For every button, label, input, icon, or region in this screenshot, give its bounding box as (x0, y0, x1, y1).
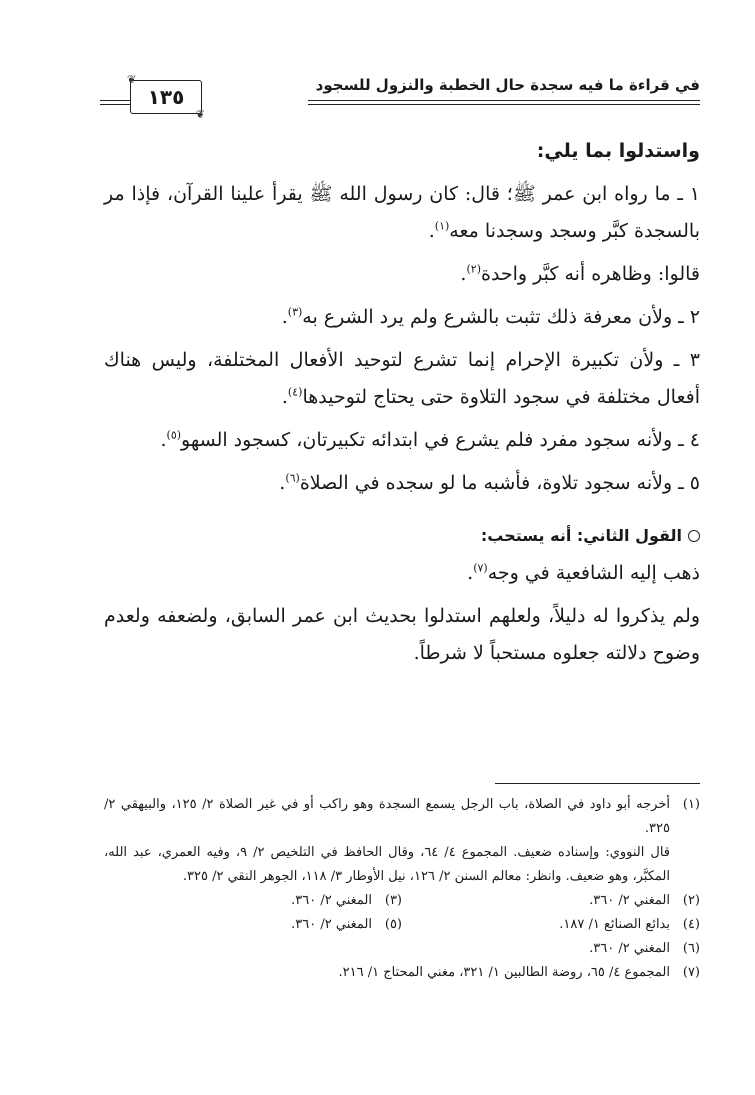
section-heading: القول الثاني: أنه يستحب: (104, 526, 700, 545)
footnote-number: (٦) (682, 941, 700, 956)
footnote-number: (٧) (682, 965, 700, 980)
flourish-ornament-icon: ❦ (127, 73, 137, 86)
paragraph: ٣ ـ ولأن تكبيرة الإحرام إنما تشرع لتوحيد الأفعال المختلفة، وليس هناك أفعال مختلفة في سجود التلاوة حتى يحتاج لتوحيدها$^{(٤)}$. (104, 349, 700, 408)
footnote-number: (٥) (384, 917, 402, 932)
footnote-text: المغني ٢/ ٣٦٠. (291, 893, 372, 908)
footnote (104, 961, 700, 985)
page-number: ١٣٥ (147, 85, 185, 109)
paragraph: قالوا: وظاهره أنه كبَّر واحدة$^{(٢)}$. (460, 262, 700, 285)
circle-bullet-icon (688, 530, 700, 542)
page-header (100, 70, 700, 121)
paragraph: ٢ ـ ولأن معرفة ذلك تثبت بالشرع ولم يرد الشرع به$^{(٣)}$. (281, 305, 700, 328)
footnote-row (104, 913, 700, 937)
evidence-heading: واستدلوا بما يلي: (536, 140, 700, 162)
footnote-text: المغني ٢/ ٣٦٠. (589, 893, 670, 908)
footnote-text: المغني ٢/ ٣٦٠. (291, 917, 372, 932)
paragraph: ٥ ـ ولأنه سجود تلاوة، فأشبه ما لو سجده في الصلاة$^{(٦)}$. (279, 471, 700, 494)
running-title: في قراءة ما فيه سجدة حال الخطبة والنزول للسجود (315, 76, 700, 94)
footnote-text: المغني ٢/ ٣٦٠. (589, 941, 670, 956)
main-text (104, 130, 700, 678)
footnote-number: (٢) (682, 893, 700, 908)
footnote-text: قال النووي: وإسناده ضعيف. المجموع ٤/ ٦٤، وقال الحافظ في التلخيص ٢/ ٩، وفيه العمري، عبد الله، المكبَّر، وهو ضعيف. وانظر: معالم السنن ٢/ ١٢٦، نيل الأوطار ٣/ ١١٨، الجوهر النقي ٢/ ٣٢٥. (104, 845, 671, 884)
footnote-number: (٣) (384, 893, 402, 908)
page-number-box (127, 73, 205, 121)
footnote-text: أخرجه أبو داود في الصلاة، باب الرجل يسمع السجدة وهو راكب أو في غير الصلاة ٢/ ١٢٥، والبيهقي ٢/ ٣٢٥. (104, 797, 670, 836)
header-rule (100, 100, 130, 101)
footnote-ref: (٣) (287, 305, 303, 319)
footnote-ref: (٢) (466, 262, 481, 276)
footnote (104, 937, 700, 961)
footnote-ref: (٦) (285, 471, 300, 485)
footnote-separator (495, 783, 700, 784)
footnotes (104, 793, 700, 985)
header-rule (308, 100, 700, 101)
paragraph: ولم يذكروا له دليلاً، ولعلهم استدلوا بحديث ابن عمر السابق، ولضعفه ولعدم وضوح دلالته جعلوه مستحباً لا شرطاً. (104, 605, 700, 664)
footnote-ref: (٥) (166, 428, 182, 442)
footnote (104, 793, 700, 841)
footnote-ref: (١) (434, 219, 450, 233)
paragraph: ١ ـ ما رواه ابن عمر ﷺ؛ قال: كان رسول الله ﷺ يقرأ علينا القرآن، فإذا مر بالسجدة كبَّر وسجد وسجدنا معه$^{(١)}$. (104, 183, 700, 242)
footnote-number: (٤) (682, 917, 700, 932)
paragraph: ٤ ـ ولأنه سجود مفرد فلم يشرع في ابتدائه تكبيرتان، كسجود السهو$^{(٥)}$. (160, 428, 700, 451)
flourish-ornament-icon: ❦ (195, 108, 205, 121)
footnote-ref: (٤) (287, 385, 303, 399)
footnote-text: بدائع الصنائع ١/ ١٨٧. (559, 917, 670, 932)
footnote-text: المجموع ٤/ ٦٥، روضة الطالبين ١/ ٣٢١، مغني المحتاج ١/ ٢١٦. (338, 965, 670, 980)
paragraph: ذهب إليه الشافعية في وجه$^{(٧)}$. (467, 561, 700, 584)
footnote-row (104, 889, 700, 913)
header-rule (308, 104, 700, 105)
footnote-ref: (٧) (473, 561, 488, 575)
footnote-number: (١) (682, 797, 700, 812)
header-rule (100, 104, 130, 105)
